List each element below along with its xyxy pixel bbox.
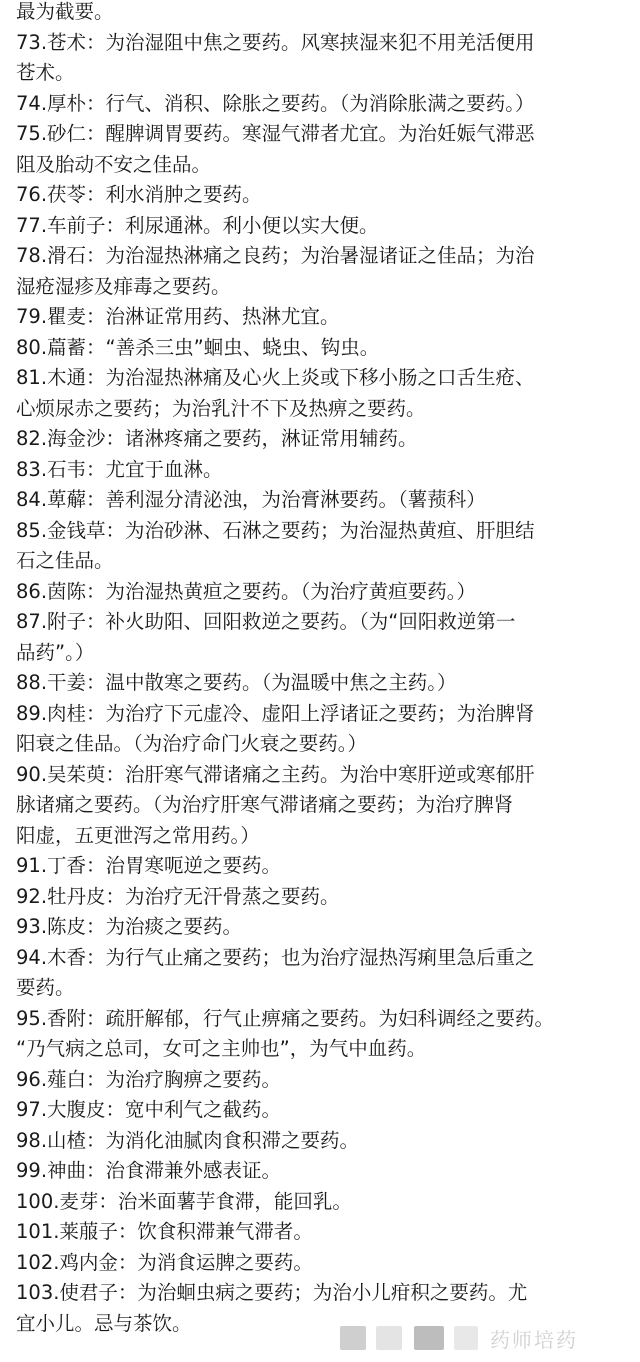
text-line: 最为截要。 [16,0,114,23]
text-line: 宜小儿。忌与茶饮。 [16,1311,192,1335]
text-line: 要药。 [16,976,75,999]
text-line: 湿疮湿疹及痱毒之要药。 [16,274,231,298]
text-line: 84.萆薢：善利湿分清泌浊，为治膏淋要药。（薯蓣科） [16,488,486,511]
text-line: “乃气病之总司，女可之主帅也”，为气中血药。 [16,1037,427,1060]
text-line: 91.丁香：治胃寒呃逆之要药。 [16,854,282,877]
text-line: 脉诸痛之要药。（为治疗肝寒气滞诸痛之要药；为治疗脾肾 [16,793,514,816]
blur-block [340,1326,366,1350]
text-line: 心烦尿赤之要药；为治乳汁不下及热痹之要药。 [16,396,426,420]
text-line: 79.瞿麦：治淋证常用药、热淋尤宜。 [16,305,340,328]
text-line: 86.茵陈：为治湿热黄疸之要药。（为治疗黄疸要药。） [16,579,477,603]
text-line: 76.茯苓：利水消肿之要药。 [16,183,262,206]
text-line: 77.车前子：利尿通淋。利小便以实大便。 [16,213,379,237]
text-line: 94.木香：为行气止痛之要药；也为治疗湿热泻痢里急后重之 [16,945,535,969]
blur-block [414,1326,444,1350]
text-line: 100.麦芽：治米面薯芋食滞，能回乳。 [16,1189,352,1213]
text-line: 88.干姜：温中散寒之要药。（为温暖中焦之主药。） [16,671,457,694]
text-line: 73.苍术：为治湿阻中焦之要药。风寒挟湿来犯不用羌活便用 [16,30,535,54]
text-line: 82.海金沙：诸淋疼痛之要药，淋证常用辅药。 [16,427,418,450]
text-line: 89.肉桂：为治疗下元虚冷、虚阳上浮诸证之要药；为治脾肾 [16,701,535,725]
text-line: 75.砂仁：醒脾调胃要药。寒湿气滞者尤宜。为治妊娠气滞恶 [16,122,535,145]
blur-block [376,1326,402,1350]
text-line: 石之佳品。 [16,549,114,572]
text-line: 74.厚朴：行气、消积、除胀之要药。（为消除胀满之要药。） [16,91,535,115]
text-line: 90.吴茱萸：治肝寒气滞诸痛之主药。为治中寒肝逆或寒郁肝 [16,762,535,786]
text-line: 品药”。） [16,640,95,664]
text-line: 85.金钱草：为治砂淋、石淋之要药；为治湿热黄疸、肝胆结 [16,518,535,542]
text-line: 87.附子：补火助阳、回阳救逆之要药。（为“回阳救逆第一 [16,610,516,633]
text-line: 96.薤白：为治疗胸痹之要药。 [16,1067,282,1091]
text-line: 阳衰之佳品。（为治疗命门火衰之要药。） [16,732,368,755]
watermark [340,1322,640,1356]
text-line: 78.滑石：为治湿热淋痛之良药；为治暑湿诸证之佳品；为治 [16,244,535,267]
text-line: 80.萹蓄：“善杀三虫”蛔虫、蛲虫、钩虫。 [16,335,380,359]
text-line: 92.牡丹皮：为治疗无汗骨蒸之要药。 [16,884,340,908]
blur-block [454,1326,478,1350]
text-line: 93.陈皮：为治痰之要药。 [16,915,243,938]
text-line: 81.木通：为治湿热淋痛及心火上炎或下移小肠之口舌生疮、 [16,366,535,389]
text-line: 102.鸡内金：为消食运脾之要药。 [16,1250,313,1274]
text-line: 83.石韦：尤宜于血淋。 [16,457,223,481]
text-line: 苍术。 [16,61,75,84]
text-line: 99.神曲：治食滞兼外感表证。 [16,1159,282,1182]
text-line: 101.莱菔子：饮食积滞兼气滞者。 [16,1220,313,1243]
text-line: 98.山楂：为消化油腻肉食积滞之要药。 [16,1128,360,1152]
text-line: 阻及胎动不安之佳品。 [16,152,212,176]
watermark-text: 药师培药 [490,1328,578,1352]
text-line: 103.使君子：为治蛔虫病之要药；为治小儿疳积之要药。尤 [16,1281,528,1304]
text-line: 95.香附：疏肝解郁，行气止痹痛之要药。为妇科调经之要药。 [16,1006,555,1030]
text-line: 阳虚，五更泄泻之常用药。） [16,823,260,847]
text-line: 97.大腹皮：宽中利气之截药。 [16,1098,282,1121]
